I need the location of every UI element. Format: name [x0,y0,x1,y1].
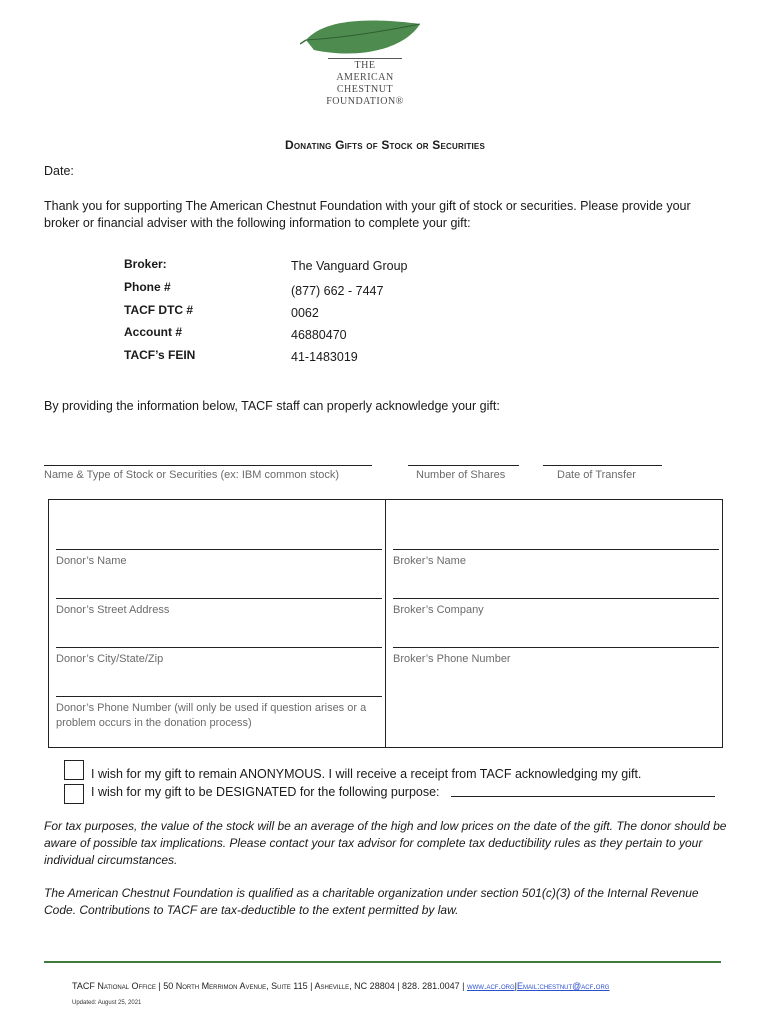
logo [300,14,430,114]
footer-website-link[interactable]: www.acf.org [466,981,515,991]
donor-street-hint: Donor’s Street Address [56,604,170,616]
anonymous-checkbox[interactable] [64,760,84,780]
broker-name-hint: Broker’s Name [393,555,466,567]
logo-line-2: AMERICAN [336,72,394,83]
stock-name-hint: Name & Type of Stock or Securities (ex: IBM common stock) [44,469,340,481]
broker-name-field[interactable] [393,549,719,550]
dtc-label: TACF DTC # [124,303,194,317]
date-label: Date: [44,164,74,178]
broker-value: The Vanguard Group [291,259,408,273]
tax-note-line-3: individual circumstances. [44,853,178,867]
page-title: Donating Gifts of Stock or Securities [284,138,485,152]
phone-value: (877) 662 - 7447 [291,284,384,298]
charity-note-line-1: The American Chestnut Foundation is qualified as a charitable organization under section 501(c)(3) of the Internal Revenue [44,886,699,900]
fein-label: TACF’s FEIN [124,348,196,362]
footer-office: TACF National Office | 50 North Merrimon Avenue, Suite 115 | Asheville, NC 28804 | 828. 281.0047 | [72,981,465,991]
broker-phone-field[interactable] [393,647,719,648]
account-label: Account # [124,325,183,339]
intro-line-2: broker or financial adviser with the following information to complete your gift: [44,216,471,230]
logo-rule-top [328,58,402,59]
broker-company-field[interactable] [393,598,719,599]
fein-value: 41-1483019 [291,350,358,364]
broker-company-hint: Broker’s Company [393,604,484,616]
tax-note-line-2: aware of possible tax implications. Please contact your tax advisor for complete tax deductibility rules as they pertain to your [44,836,703,850]
box-divider [385,499,386,748]
phone-label: Phone # [124,280,171,294]
donor-phone-hint-2: problem occurs in the donation process) [56,717,252,729]
acknowledge-text: By providing the information below, TACF staff can properly acknowledge your gift: [44,399,500,413]
date-field[interactable] [80,160,280,178]
logo-line-4: FOUNDATION® [326,96,404,107]
footer-email-link[interactable]: Email:chestnut@acf.org [516,981,610,991]
stock-name-field[interactable] [44,465,372,466]
shares-hint: Number of Shares [416,469,506,481]
chestnut-leaf-icon [300,14,430,62]
donor-name-hint: Donor’s Name [56,555,127,567]
designated-label: I wish for my gift to be DESIGNATED for the following purpose: [91,785,440,799]
designated-purpose-field[interactable] [451,796,715,797]
intro-line-1: Thank you for supporting The American Chestnut Foundation with your gift of stock or securities. Please provide your [44,199,691,213]
charity-note-line-2: Code. Contributions to TACF are tax-deductible to the extent permitted by law. [44,903,459,917]
footer-contact [72,981,609,991]
footer-rule [44,961,721,963]
logo-line-1: THE [354,60,376,71]
logo-line-3: CHESTNUT [336,84,394,95]
designated-checkbox[interactable] [64,784,84,804]
donor-phone-hint-1: Donor’s Phone Number (will only be used if question arises or a [56,702,367,714]
donor-phone-field[interactable] [56,696,382,697]
transfer-date-field[interactable] [543,465,662,466]
dtc-value: 0062 [291,306,319,320]
footer-separator: | [514,981,517,991]
broker-label: Broker: [124,257,167,271]
donor-city-hint: Donor’s City/State/Zip [56,653,164,665]
donor-name-field[interactable] [56,549,382,550]
footer-updated: Updated: August 25, 2021 [72,1000,142,1006]
donor-city-field[interactable] [56,647,382,648]
anonymous-label: I wish for my gift to remain ANONYMOUS. I will receive a receipt from TACF acknowledging my gift. [91,767,642,781]
transfer-date-hint: Date of Transfer [557,469,636,481]
account-value: 46880470 [291,328,347,342]
shares-field[interactable] [408,465,519,466]
donor-street-field[interactable] [56,598,382,599]
tax-note-line-1: For tax purposes, the value of the stock will be an average of the high and low prices on the date of the gift. The donor should be [44,819,727,833]
broker-phone-hint: Broker’s Phone Number [393,653,511,665]
